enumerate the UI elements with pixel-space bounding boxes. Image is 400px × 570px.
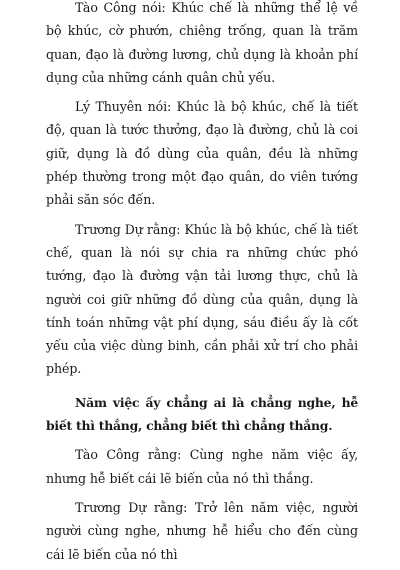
paragraph-principle-heading: Năm việc ấy chẳng ai là chẳng nghe, hễ biết thì thắng, chẳng biết thì chẳng thắng. — [46, 394, 358, 434]
paragraph-truong-du-1: Trương Dự rằng: Khúc là bộ khúc, chế là tiết chế, quan là nói sự chia ra những chức phó tướng, đạo là đường vận tải lương thực, chủ là người coi giữ những đồ dùng của quân, dụng là tính toán những vật phí dụng, sáu điều ấy là cốt yếu của việc dùng binh, cần phải xử trí cho phải phép. — [46, 221, 358, 377]
paragraph-ly-thuyen: Lý Thuyên nói: Khúc là bộ khúc, chế là tiết độ, quan là tước thưởng, đạo là đường, chủ là coi giữ, dụng là đồ dùng của quân, đều là những phép thường trong một đạo quân, do viên tướng phải săn sóc đến. — [46, 99, 358, 208]
paragraph-truong-du-2: Trương Dự rằng: Trở lên năm việc, người người cùng nghe, nhưng hễ hiểu cho đến cùng cái lẽ biến của nó thì — [46, 499, 358, 562]
paragraph-tao-cong-2: Tào Công rằng: Cùng nghe năm việc ấy, nhưng hễ biết cái lẽ biến của nó thì thắng. — [46, 447, 358, 486]
paragraph-tao-cong-1: Tào Công nói: Khúc chế là những thể lệ về bộ khúc, cờ phướn, chiêng trống, quan là trăm quan, đạo là đường lương, chủ dụng là khoản phí dụng của những cánh quân chủ yếu. — [46, 0, 358, 85]
